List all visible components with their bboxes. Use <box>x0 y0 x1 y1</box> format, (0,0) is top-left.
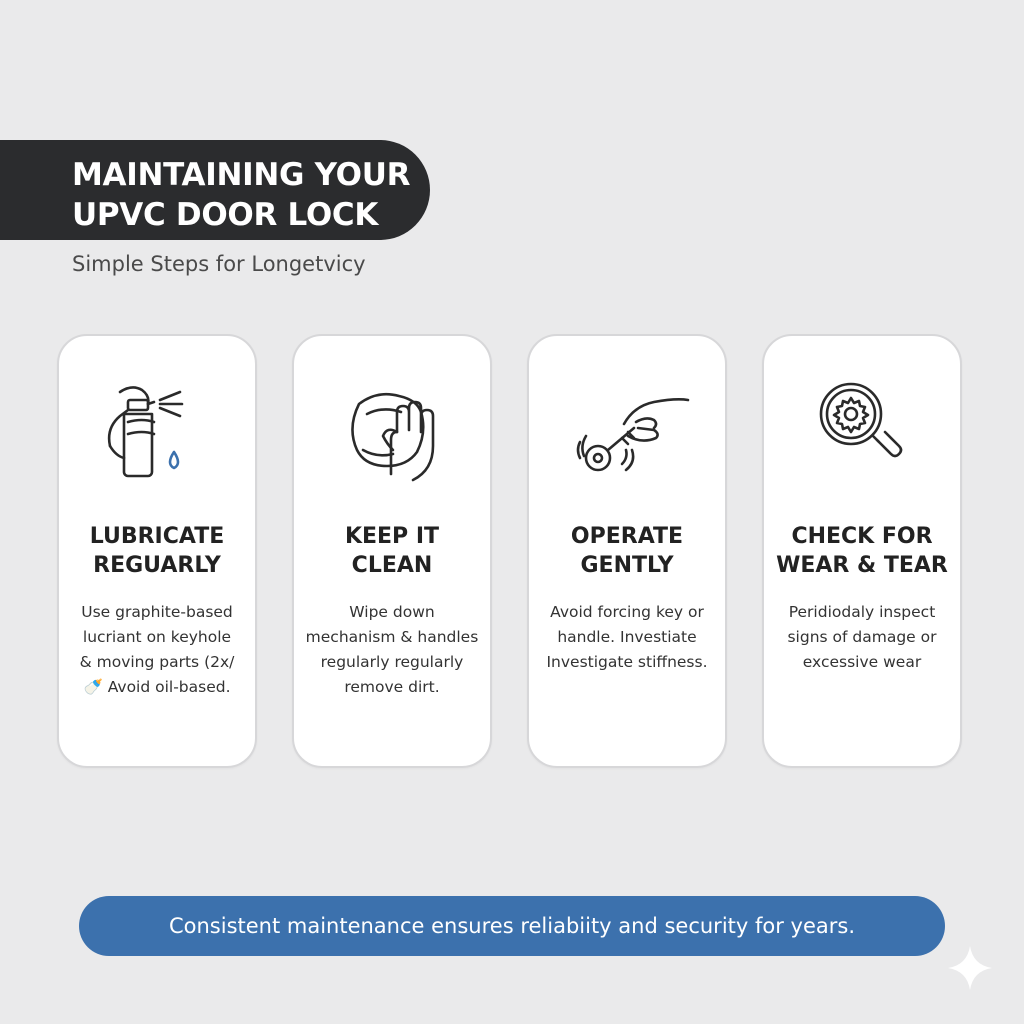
card-check-wear <box>762 334 962 768</box>
card-body-line: Avoid forcing key or <box>550 603 704 621</box>
sparkle-icon <box>946 944 994 992</box>
card-body-line: Investigate stiffness. <box>546 653 708 671</box>
card-body-line: mechanism & handles <box>305 628 479 646</box>
card-body-line: Peridiodaly inspect <box>788 603 936 621</box>
card-lubricate <box>57 334 257 768</box>
card-title-line: OPERATE <box>570 524 684 549</box>
magnifying-gear-icon <box>799 374 929 484</box>
wiping-cloth-icon <box>329 374 459 484</box>
card-body-line: signs of damage or <box>787 628 937 646</box>
card-title-line: CLEAN <box>351 553 433 578</box>
card-body-line: & moving parts (2x/ <box>79 653 235 671</box>
card-body-line: lucriant on keyhole <box>82 628 232 646</box>
card-title-line: LUBRICATE <box>89 524 225 549</box>
card-title-line: KEEP IT <box>344 524 440 549</box>
footer-banner <box>79 896 945 956</box>
card-operate-gently <box>527 334 727 768</box>
card-title-line: CHECK FOR <box>791 524 933 549</box>
hand-turning-key-icon <box>564 374 694 484</box>
card-body-line: 🍼 Avoid oil-based. <box>83 678 231 696</box>
footer-text: Consistent maintenance ensures reliabiity and security for years. <box>168 914 856 938</box>
page-title-line-2: UPVC DOOR LOCK <box>72 197 379 233</box>
card-body-line: Use graphite-based <box>81 603 233 621</box>
card-title-line: REGUARLY <box>93 553 221 578</box>
page-title-line-1: MAINTAINING YOUR <box>72 157 411 193</box>
card-body-line: handle. Investiate <box>557 628 697 646</box>
card-body-line: regularly regularly <box>320 653 464 671</box>
card-keep-clean <box>292 334 492 768</box>
card-body-line: excessive wear <box>802 653 922 671</box>
spray-can-icon <box>94 374 224 484</box>
title-banner <box>0 140 430 240</box>
card-title-line: WEAR & TEAR <box>776 553 948 578</box>
card-body-line: Wipe down <box>349 603 435 621</box>
page-subtitle: Simple Steps for Longetvicy <box>72 252 366 276</box>
card-title-line: GENTLY <box>580 553 674 578</box>
card-body-line: remove dirt. <box>344 678 440 696</box>
